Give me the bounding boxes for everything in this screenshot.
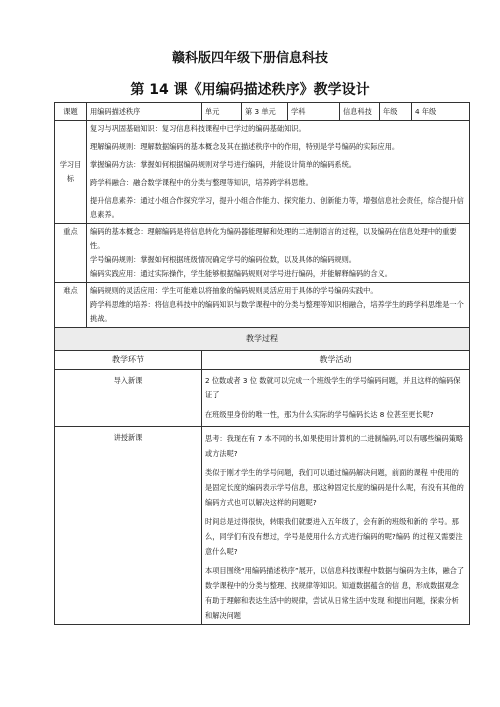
intro-line: 在班级里身份的唯一性，那为什么实际的学号编码长达 8 位甚至更长呢? [205,410,434,419]
difficulties-label: 难点 [55,283,87,328]
lesson-plan-table [54,102,470,625]
key-point-item: 编码实践应用：通过实际操作，学生能够根据编码规则对学号进行编码，并能解释编码的含义。 [90,269,392,278]
process-header-row [55,351,470,370]
grade-value: 4 年级 [412,103,470,121]
lesson-paragraph: 时间总是过得很快，转眼我们就要进入五年级了，会有新的班级和新的 学号。那么，同学们有没有想过，学号是使用什么方式进行编码的呢?编码 的过程又需要注意什么呢? [205,517,463,556]
col-step-header: 教学环节 [55,351,202,370]
goal-item: 跨学科融合：融合数学课程中的分类与整理等知识，培养跨学科思维。 [90,178,313,187]
meta-row [55,103,470,121]
key-points-label: 重点 [55,224,87,283]
key-point-item: 编码的基本概念：理解编码是将信息转化为编码器能理解和处理的二进制语言的过程，以及编码在信息处理中的重要性。 [90,227,457,250]
process-title: 教学过程 [55,328,470,351]
document-subtitle: 第 14 课《用编码描述秩序》教学设计 [130,82,370,98]
lesson-paragraph: 本项目围绕“用编码描述秩序”展开，以信息科技课程中数据与编码为主体，融合了数学课程中的分类与整理、找规律等知识。知道数据蕴含的信 息，形成数据观念有助于理解和表达生活中的规律，尝试从日常生活中发现 和提出问题，探索分析和解决问题 [205,566,465,620]
intro-line: 2 位数或者 3 位 数就可以完成一个班级学生的学号编码问题，并且这样的编码保证了 [205,376,461,399]
goals-label: 学习目标 [55,121,87,224]
topic-value: 用编码描述秩序 [87,103,202,121]
difficulties-row [55,283,470,328]
lesson-paragraph: 思考：我现在有 7 本不同的书,如果使用计算机的二进制编码,可以有哪些编码策略或方法呢? [205,434,464,458]
goal-item: 复习与巩固基础知识：复习信息科技课程中已学过的编码基础知识。 [90,124,306,133]
new-lesson-content [202,427,470,625]
col-activity-header: 教学活动 [202,351,470,370]
new-lesson-label: 讲授新课 [55,427,202,625]
new-lesson-row [55,427,470,625]
grade-label: 年级 [380,103,412,121]
goal-item: 掌握编码方法：掌握如何根据编码规则对学号进行编码，并能设计简单的编码系统。 [90,160,356,169]
difficulties-content [87,283,470,328]
intro-label: 导入新课 [55,370,202,427]
key-points-row [55,224,470,283]
unit-value: 第 3 单元 [242,103,288,121]
key-point-item: 学号编码规则：掌握如何根据班级情况确定学号的编码位数，以及具体的编码规则。 [90,255,356,264]
unit-label: 单元 [202,103,242,121]
intro-content [202,370,470,427]
difficulty-item: 编码规则的灵活应用：学生可能难以将抽象的编码规则灵活应用于具体的学号编码实践中。 [90,286,378,295]
subject-label: 学科 [288,103,340,121]
goal-item: 提升信息素养：通过小组合作探究学习，提升小组合作能力、探究能力、创新能力等，增强信息社会责任，综合提升信息素养。 [90,196,464,219]
goals-content [87,121,470,224]
goal-item: 理解编码规则：理解数据编码的基本概念及其在描述秩序中的作用，特别是学号编码的实际应用。 [90,142,400,151]
lesson-paragraph: 类似于刚才学生的学号问题，我们可以通过编码解决问题，前面的课程 中使用的是固定长度的编码表示学号信息，那这种固定长度的编码是什么呢，有没有其他的编码方式也可以解决这样的问题呢? [205,468,464,507]
difficulty-item: 跨学科思维的培养：将信息科技中的编码知识与数学课程中的分类与整理等知识相融合，培养学生的跨学科思维是一个挑战。 [90,300,464,323]
key-points-content [87,224,470,283]
document-title: 赣科版四年级下册信息科技 [171,51,328,66]
process-title-row [55,328,470,351]
goals-row [55,121,470,224]
intro-row [55,370,470,427]
subject-value: 信息科技 [340,103,380,121]
topic-label: 课题 [55,103,87,121]
